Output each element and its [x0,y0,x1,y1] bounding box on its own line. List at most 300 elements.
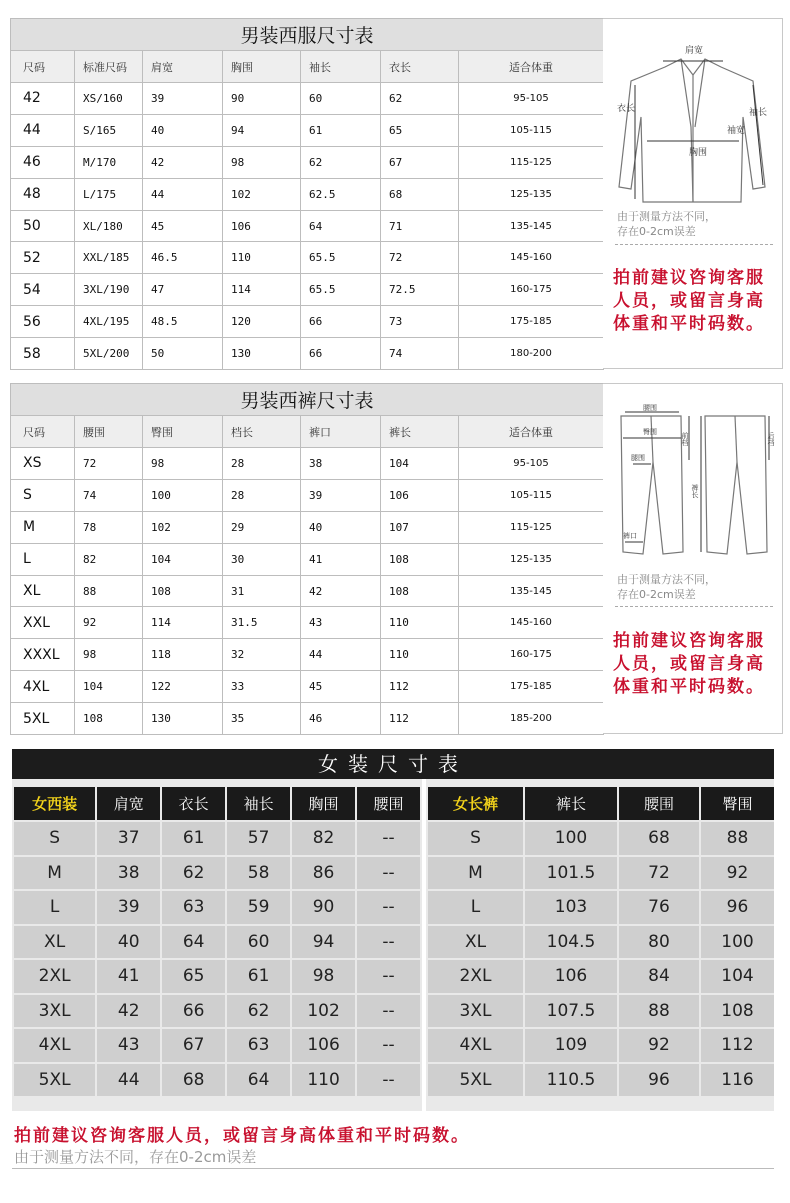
table-row [11,639,604,671]
table-cell: -- [357,1029,420,1062]
table-cell: 108 [143,575,223,607]
table-cell: L [428,891,523,924]
table-row [428,891,774,924]
table-cell: 4XL [11,671,75,703]
table-cell: 44 [11,114,75,146]
table-cell: 122 [143,671,223,703]
table-cell: 62 [381,83,459,115]
column-header: 衣长 [381,51,459,83]
table-cell: 31.5 [223,607,301,639]
table-cell: 72 [381,242,459,274]
table-cell: 100 [525,822,617,855]
table-cell: 4XL [14,1029,95,1062]
column-header: 腰围 [75,416,143,448]
table-row [11,575,604,607]
table-cell: 103 [525,891,617,924]
column-header: 裤口 [301,416,381,448]
table-cell: 95-105 [459,448,604,480]
table-cell: 40 [143,114,223,146]
table-cell: 65 [381,114,459,146]
column-header: 胸围 [292,787,355,820]
consult-note: 拍前建议咨询客服人员，或留言身高体重和平时码数。 [613,268,765,334]
table-cell: 5XL [14,1064,95,1097]
table-cell: 80 [619,926,699,959]
table-cell: 5XL [11,703,75,735]
table-cell: 112 [381,703,459,735]
table-cell: 88 [701,822,774,855]
table-cell: 42 [301,575,381,607]
table-cell: 42 [97,995,160,1028]
table-cell: 104 [75,671,143,703]
table-cell: XS/160 [75,83,143,115]
table-cell: 86 [292,857,355,890]
table-cell: 66 [162,995,225,1028]
table-row [428,995,774,1028]
table-cell: 78 [75,511,143,543]
table-cell: 108 [75,703,143,735]
table-cell: 47 [143,274,223,306]
table-cell: 76 [619,891,699,924]
table-cell: 44 [97,1064,160,1097]
table-cell: 110 [223,242,301,274]
table-cell: 63 [162,891,225,924]
table-cell: 104 [381,448,459,480]
table-cell: 57 [227,822,290,855]
table-row [11,703,604,735]
table-cell: S [428,822,523,855]
table-cell: 2XL [428,960,523,993]
table-row [428,822,774,855]
table-cell: 120 [223,306,301,338]
table-cell: 66 [301,306,381,338]
table-cell: 90 [223,83,301,115]
table-cell: 101.5 [525,857,617,890]
diagram-label-chest: 胸围 [689,148,708,158]
table-row [11,114,604,146]
table-cell: 58 [11,338,75,370]
table-cell: 65.5 [301,242,381,274]
table-cell: -- [357,891,420,924]
table-header-row [14,787,420,820]
table-row [11,511,604,543]
table-cell: 39 [143,83,223,115]
table-cell: 43 [301,607,381,639]
table-cell: -- [357,1064,420,1097]
table-cell: 98 [143,448,223,480]
table-cell: 72 [75,448,143,480]
table-cell: 48 [11,178,75,210]
table-cell: 39 [97,891,160,924]
column-header: 档长 [223,416,301,448]
table-cell: 110 [381,607,459,639]
table-header-row [428,787,774,820]
table-row [14,995,420,1028]
table-cell: 28 [223,479,301,511]
table-cell: XL [11,575,75,607]
table-cell: 40 [97,926,160,959]
table-cell: 42 [143,146,223,178]
table-cell: 2XL [14,960,95,993]
table-cell: M [428,857,523,890]
column-header: 袖长 [227,787,290,820]
table-cell: 92 [619,1029,699,1062]
column-header: 肩宽 [143,51,223,83]
table-cell: 32 [223,639,301,671]
table-cell: 102 [292,995,355,1028]
table-cell: 90 [292,891,355,924]
consult-note: 拍前建议咨询客服人员，或留言身高体重和平时码数。 [613,631,765,697]
table-row [428,960,774,993]
table-row [11,242,604,274]
womens-suit-panel [12,779,422,1111]
table-cell: 62 [301,146,381,178]
table-cell: M/170 [75,146,143,178]
table-cell: 62 [162,857,225,890]
table-cell: 106 [525,960,617,993]
table-cell: 104.5 [525,926,617,959]
table-row [14,891,420,924]
table-row [428,926,774,959]
table-cell: 56 [11,306,75,338]
column-header: 标准尺码 [75,51,143,83]
table-cell: 33 [223,671,301,703]
table-cell: 65.5 [301,274,381,306]
table-cell: 46 [11,146,75,178]
diagram-label-sleeve: 袖长 [749,108,768,118]
table-row [11,274,604,306]
diagram-label-length: 裤长 [691,484,699,498]
table-cell: 73 [381,306,459,338]
table-cell: 29 [223,511,301,543]
table-cell: 102 [143,511,223,543]
table-cell: 67 [162,1029,225,1062]
table-cell: 65 [162,960,225,993]
table-cell: 107.5 [525,995,617,1028]
table-row [14,960,420,993]
table-cell: 66 [301,338,381,370]
table-cell: 30 [223,543,301,575]
jacket-measurement-diagram [603,37,782,217]
measurement-note-line2: 存在0-2cm误差 [617,588,696,601]
table-cell: 130 [223,338,301,370]
table-cell: XL [14,926,95,959]
table-cell: 106 [381,479,459,511]
table-cell: 44 [301,639,381,671]
table-cell: XL [428,926,523,959]
table-cell: 185-200 [459,703,604,735]
table-cell: XXXL [11,639,75,671]
table-cell: 82 [292,822,355,855]
table-cell: 50 [11,210,75,242]
table-row [14,926,420,959]
table-cell: 71 [381,210,459,242]
table-cell: 46.5 [143,242,223,274]
table-row [428,1029,774,1062]
table-cell: XL/180 [75,210,143,242]
table-cell: 107 [381,511,459,543]
table-cell: -- [357,926,420,959]
diagram-label-cuff: 袖宽 [727,126,746,136]
table-cell: 112 [701,1029,774,1062]
table-cell: 68 [381,178,459,210]
table-cell: 48.5 [143,306,223,338]
table-cell: 37 [97,822,160,855]
table-cell: 41 [301,543,381,575]
table-cell: 38 [97,857,160,890]
table-cell: -- [357,960,420,993]
table-cell: 45 [301,671,381,703]
table-cell: 105-115 [459,114,604,146]
table-cell: 62.5 [301,178,381,210]
divider [615,606,773,607]
table-cell: 116 [701,1064,774,1097]
table-cell: 72 [619,857,699,890]
column-header: 裤长 [525,787,617,820]
column-header: 腰围 [357,787,420,820]
column-header: 衣长 [162,787,225,820]
table-cell: 62 [227,995,290,1028]
diagram-label-front-rise: 前档 [681,432,689,446]
mens-suit-side-panel [603,18,783,369]
table-cell: XXL [11,607,75,639]
table-cell: 135-145 [459,575,604,607]
womens-pants-panel [426,779,774,1111]
table-cell: 88 [75,575,143,607]
table-cell: 94 [292,926,355,959]
table-row [11,479,604,511]
table-row [11,210,604,242]
table-cell: 145-160 [459,607,604,639]
table-cell: M [11,511,75,543]
table-cell: 5XL/200 [75,338,143,370]
table-row [428,1064,774,1097]
table-cell: 40 [301,511,381,543]
table-row [428,857,774,890]
table-cell: S [14,822,95,855]
table-cell: 4XL [428,1029,523,1062]
column-header: 腰围 [619,787,699,820]
measurement-note-line1: 由于测量方法不同， [617,573,716,586]
table-cell: 114 [223,274,301,306]
divider [615,244,773,245]
table-row [14,857,420,890]
table-cell: 175-185 [459,306,604,338]
table-cell: 110 [381,639,459,671]
diagram-label-cuff: 裤口 [623,532,637,540]
table-cell: 98 [223,146,301,178]
table-cell: 64 [301,210,381,242]
table-cell: 180-200 [459,338,604,370]
table-cell: 59 [227,891,290,924]
table-cell: 61 [301,114,381,146]
table-cell: 44 [143,178,223,210]
table-cell: 112 [381,671,459,703]
table-cell: -- [357,822,420,855]
column-header: 臀围 [701,787,774,820]
table-row [11,146,604,178]
table-cell: 100 [701,926,774,959]
table-cell: 118 [143,639,223,671]
table-cell: 74 [381,338,459,370]
diagram-label-hem: 腿围 [631,454,645,462]
trousers-measurement-diagram [603,402,782,572]
table-cell: 64 [227,1064,290,1097]
table-cell: 3XL/190 [75,274,143,306]
table-cell: 82 [75,543,143,575]
table-cell: 52 [11,242,75,274]
table-cell: 92 [75,607,143,639]
table-cell: 114 [143,607,223,639]
table-cell: 96 [701,891,774,924]
table-cell: 95-105 [459,83,604,115]
table-cell: 110.5 [525,1064,617,1097]
mens-suit-title: 男装西服尺寸表 [11,19,604,51]
table-cell: 145-160 [459,242,604,274]
column-header: 胸围 [223,51,301,83]
table-cell: 31 [223,575,301,607]
measurement-note-line1: 由于测量方法不同， [617,210,716,223]
table-cell: 160-175 [459,274,604,306]
table-cell: 42 [11,83,75,115]
womens-measurement-note: 由于测量方法不同，存在0-2cm误差 [14,1148,257,1166]
table-row [14,1029,420,1062]
table-cell: 54 [11,274,75,306]
table-cell: 106 [292,1029,355,1062]
table-row [11,338,604,370]
table-cell: 106 [223,210,301,242]
column-header: 适合体重 [459,51,604,83]
column-header: 尺码 [11,416,75,448]
table-cell: 63 [227,1029,290,1062]
table-row [11,543,604,575]
table-row [14,822,420,855]
table-cell: M [14,857,95,890]
table-cell: 104 [701,960,774,993]
table-cell: 115-125 [459,146,604,178]
table-cell: 88 [619,995,699,1028]
table-cell: 4XL/195 [75,306,143,338]
table-cell: 3XL [428,995,523,1028]
table-cell: 108 [381,543,459,575]
table-cell: 58 [227,857,290,890]
table-cell: 135-145 [459,210,604,242]
table-cell: 41 [97,960,160,993]
table-row [14,1064,420,1097]
table-cell: 105-115 [459,479,604,511]
table-row [11,178,604,210]
table-cell: XS [11,448,75,480]
diagram-label-hip: 臀围 [643,428,657,436]
table-cell: S [11,479,75,511]
table-cell: S/165 [75,114,143,146]
mens-pants-size-table [10,383,604,735]
table-cell: 28 [223,448,301,480]
table-row [11,671,604,703]
column-header: 女长裤 [428,787,523,820]
table-cell: 68 [619,822,699,855]
table-row [11,448,604,480]
womens-consult-note: 拍前建议咨询客服人员，或留言身高体重和平时码数。 [14,1126,470,1146]
table-cell: 67 [381,146,459,178]
table-cell: 110 [292,1064,355,1097]
table-cell: 61 [227,960,290,993]
column-header: 女西装 [14,787,95,820]
table-cell: L/175 [75,178,143,210]
mens-pants-side-panel [603,383,783,734]
measurement-note-line2: 存在0-2cm误差 [617,225,696,238]
table-cell: 160-175 [459,639,604,671]
table-cell: 100 [143,479,223,511]
table-cell: 3XL [14,995,95,1028]
table-cell: L [14,891,95,924]
table-cell: 74 [75,479,143,511]
footer-divider [12,1168,774,1169]
table-cell: -- [357,857,420,890]
diagram-label-back-rise: 后档 [767,432,775,446]
table-cell: 108 [381,575,459,607]
table-cell: 46 [301,703,381,735]
column-header: 适合体重 [459,416,604,448]
table-cell: 64 [162,926,225,959]
table-cell: 125-135 [459,178,604,210]
table-cell: 39 [301,479,381,511]
table-cell: 72.5 [381,274,459,306]
table-cell: 175-185 [459,671,604,703]
womens-size-title: 女装尺寸表 [12,749,774,779]
table-cell: -- [357,995,420,1028]
table-cell: 98 [75,639,143,671]
table-row [11,607,604,639]
table-cell: 45 [143,210,223,242]
table-cell: 109 [525,1029,617,1062]
table-cell: 104 [143,543,223,575]
table-cell: 5XL [428,1064,523,1097]
table-cell: 43 [97,1029,160,1062]
table-cell: 125-135 [459,543,604,575]
diagram-label-waist: 腰围 [643,404,657,412]
womens-pants-table [426,785,776,1098]
table-cell: 96 [619,1064,699,1097]
diagram-label-length: 衣长 [617,104,636,114]
table-cell: 84 [619,960,699,993]
table-cell: 130 [143,703,223,735]
column-header: 肩宽 [97,787,160,820]
column-header: 袖长 [301,51,381,83]
table-cell: XXL/185 [75,242,143,274]
table-cell: 102 [223,178,301,210]
table-row [11,83,604,115]
table-cell: 35 [223,703,301,735]
diagram-label-shoulder: 肩宽 [685,46,704,56]
column-header: 尺码 [11,51,75,83]
table-cell: 60 [227,926,290,959]
table-cell: L [11,543,75,575]
column-header: 臀围 [143,416,223,448]
table-cell: 38 [301,448,381,480]
table-cell: 94 [223,114,301,146]
mens-suit-size-table [10,18,604,370]
table-row [11,306,604,338]
table-cell: 68 [162,1064,225,1097]
table-cell: 92 [701,857,774,890]
table-cell: 115-125 [459,511,604,543]
table-cell: 108 [701,995,774,1028]
table-cell: 98 [292,960,355,993]
table-cell: 61 [162,822,225,855]
womens-suit-table [12,785,422,1098]
mens-pants-title: 男装西裤尺寸表 [11,384,604,416]
table-cell: 60 [301,83,381,115]
